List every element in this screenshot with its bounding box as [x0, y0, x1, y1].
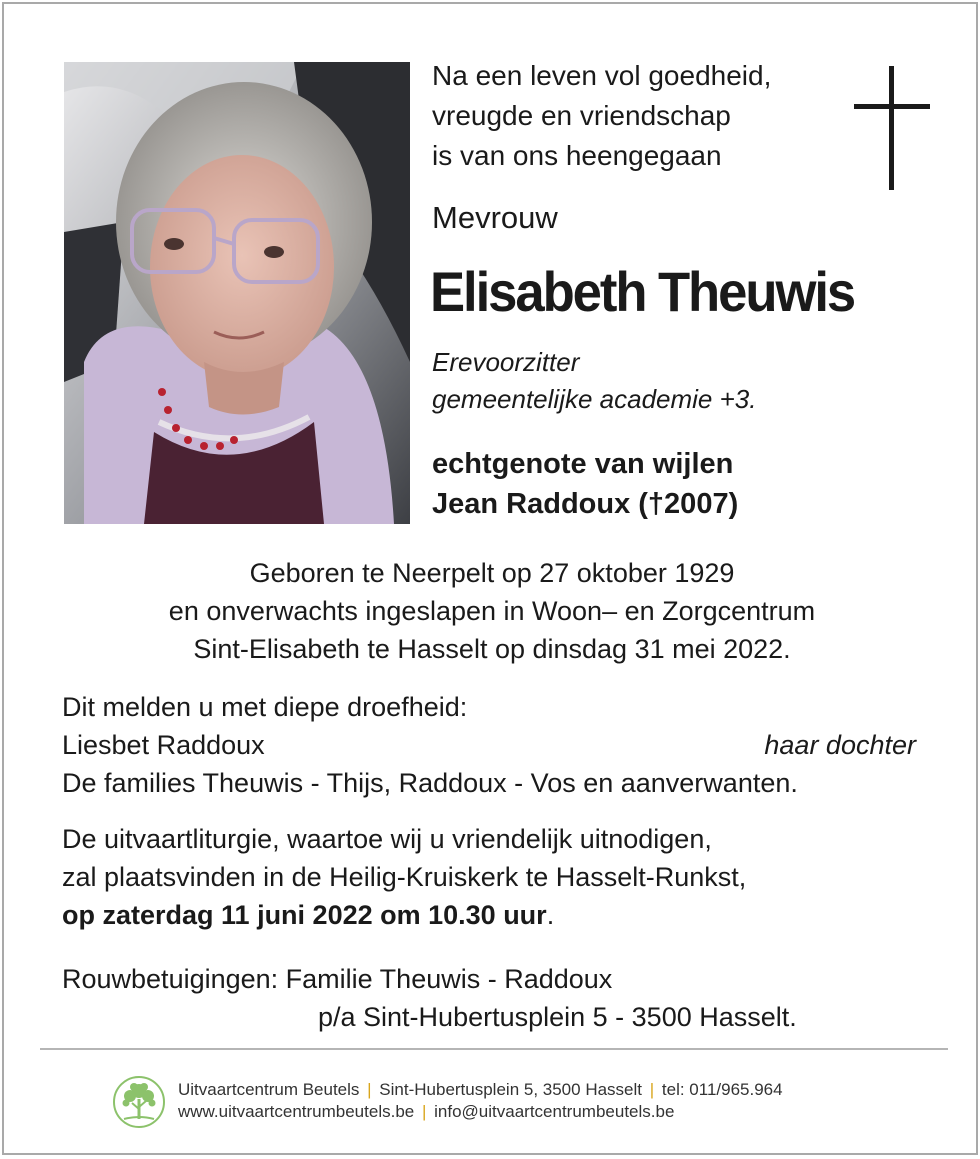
separator: |	[367, 1080, 372, 1099]
company-phone: tel: 011/965.964	[661, 1080, 783, 1099]
tree-logo-icon	[112, 1075, 166, 1129]
website-link[interactable]: www.uitvaartcentrumbeutels.be	[178, 1102, 415, 1121]
funeral-line-1: De uitvaartliturgie, waartoe wij u vriendelijk uitnodigen,	[62, 824, 712, 854]
announcement-intro: Dit melden u met diepe droefheid:	[62, 692, 468, 722]
role-line-2: gemeentelijke academie +3.	[432, 384, 757, 414]
family-member-name: Liesbet Raddoux	[62, 730, 265, 760]
separator: |	[649, 1080, 655, 1099]
obituary-card	[2, 2, 978, 1155]
company-name: Uitvaartcentrum Beutels	[178, 1080, 360, 1099]
family-member-relation: haar dochter	[764, 730, 916, 760]
birth-death-text	[4, 554, 980, 668]
intro-text	[432, 56, 771, 176]
funeral-block	[62, 820, 922, 934]
separator: |	[421, 1102, 427, 1121]
condolences-line-2: p/a Sint-Hubertusplein 5 - 3500 Hasselt.	[318, 1002, 797, 1032]
condolences-line-1: Rouwbetuigingen: Familie Theuwis - Raddoux	[62, 964, 613, 994]
intro-line-3: is van ons heengegaan	[432, 140, 722, 171]
portrait-photo	[64, 62, 410, 524]
footer-contact	[178, 1079, 783, 1123]
announcement-block	[62, 688, 922, 802]
deceased-name: Elisabeth Theuwis	[430, 260, 855, 323]
footer-divider	[40, 1048, 948, 1050]
funeral-date-line	[62, 896, 922, 934]
family-member-row	[62, 726, 922, 764]
spouse-text	[432, 444, 738, 524]
birth-line-3: Sint-Elisabeth te Hasselt op dinsdag 31 mei 2022.	[193, 634, 791, 664]
intro-line-2: vreugde en vriendschap	[432, 100, 731, 131]
email-link[interactable]: info@uitvaartcentrumbeutels.be	[434, 1102, 675, 1121]
funeral-date: op zaterdag 11 juni 2022 om 10.30 uur	[62, 900, 547, 930]
portrait-image	[64, 62, 410, 524]
families-line: De families Theuwis - Thijs, Raddoux - Vos en aanverwanten.	[62, 768, 798, 798]
footer-line-2	[178, 1101, 783, 1123]
role-text	[432, 344, 756, 418]
intro-line-1: Na een leven vol goedheid,	[432, 60, 772, 91]
spouse-line-2: Jean Raddoux (†2007)	[432, 488, 739, 520]
footer-line-1	[178, 1079, 783, 1101]
funeral-date-end: .	[546, 900, 555, 930]
birth-line-2: en onverwachts ingeslapen in Woon– en Zorgcentrum	[168, 596, 816, 626]
role-line-1: Erevoorzitter	[432, 347, 580, 377]
spouse-line-1: echtgenote van wijlen	[432, 448, 734, 480]
cross-icon	[854, 66, 930, 190]
company-address: Sint-Hubertusplein 5, 3500 Hasselt	[379, 1080, 642, 1099]
birth-line-1: Geboren te Neerpelt op 27 oktober 1929	[249, 558, 735, 588]
honorific-title: Mevrouw	[432, 200, 558, 235]
condolences-block	[62, 960, 922, 1036]
funeral-line-2: zal plaatsvinden in de Heilig-Kruiskerk te Hasselt-Runkst,	[62, 862, 747, 892]
